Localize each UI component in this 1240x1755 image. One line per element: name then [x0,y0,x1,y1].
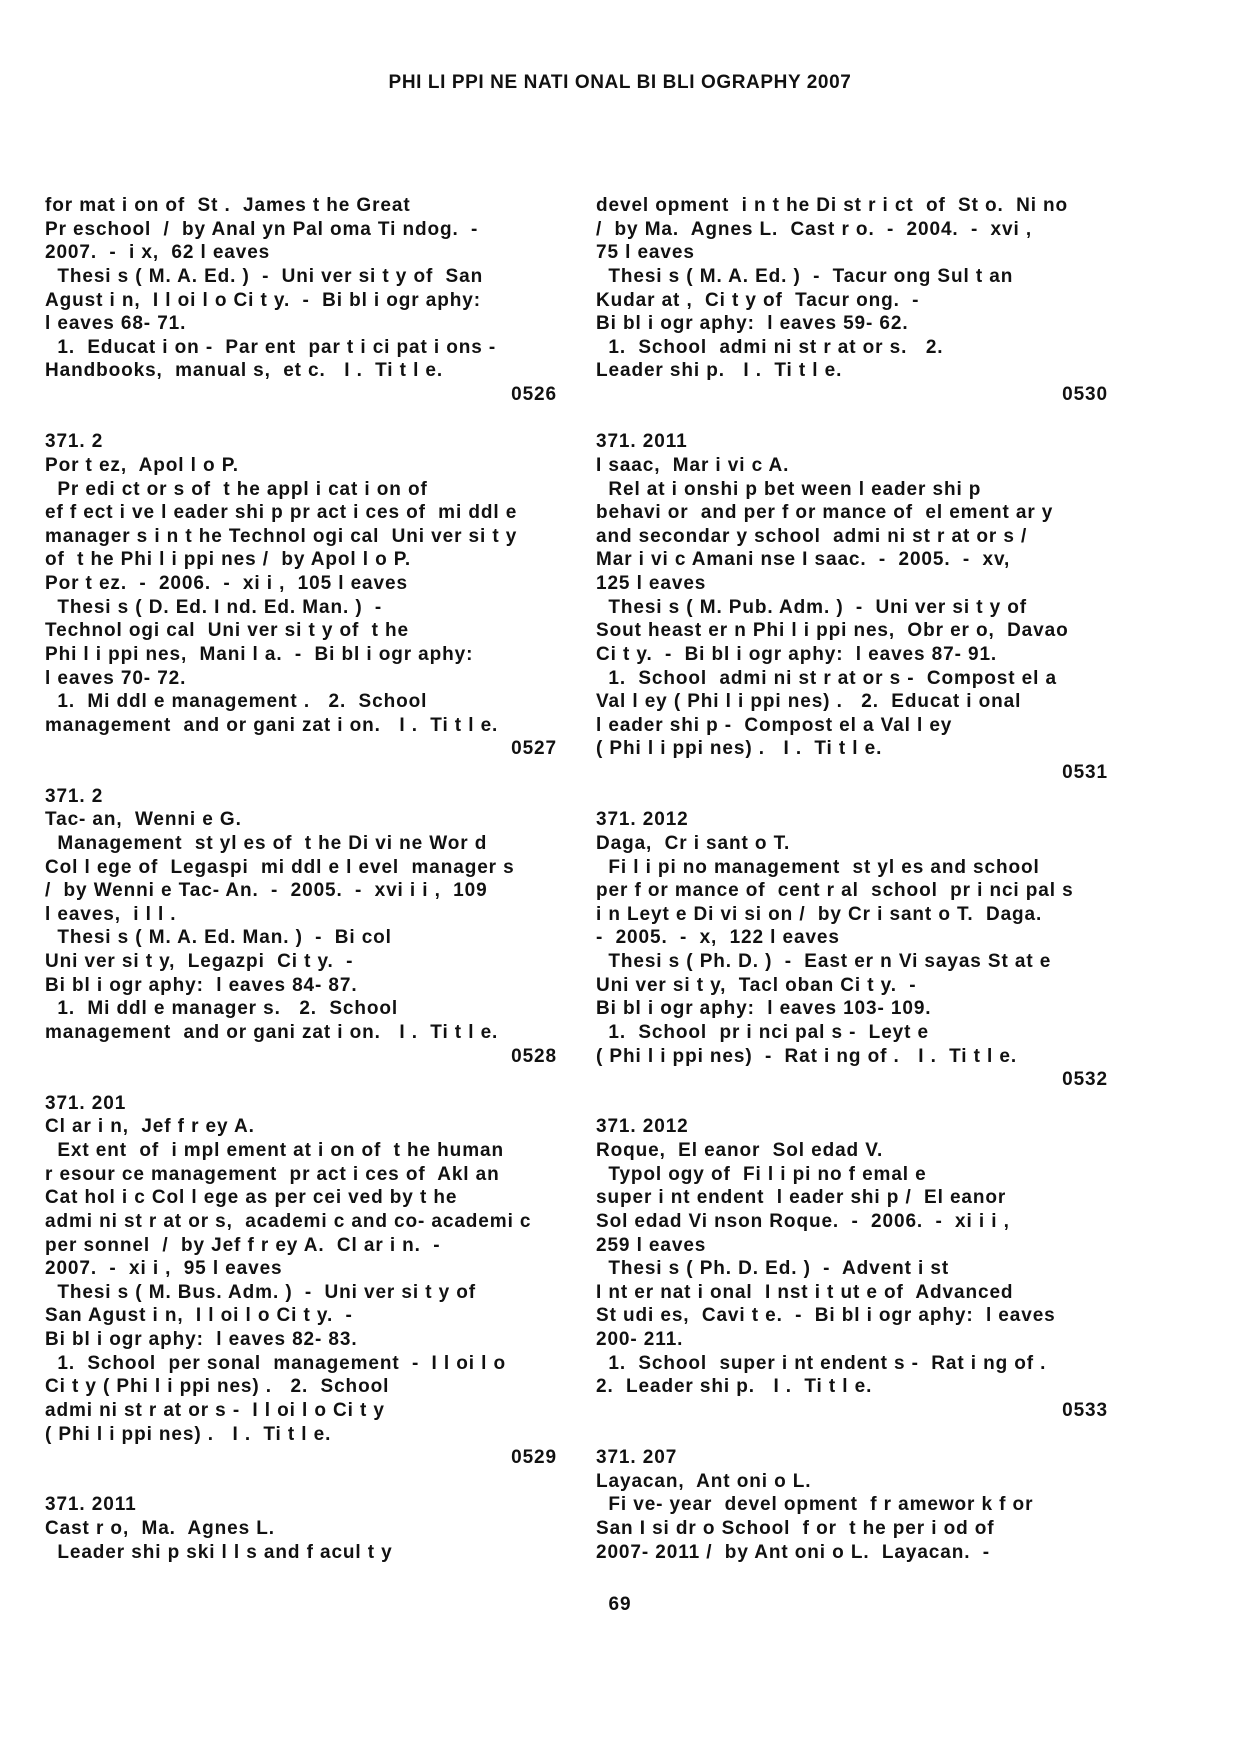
catalog-line: Uni ver si t y, Legazpi Ci t y. - [45,951,354,972]
catalog-line: Leader shi p ski l l s and f acul t y [45,1541,393,1563]
catalog-line: Cast r o, Ma. Agnes L. [45,1518,275,1539]
catalog-line: 371. 2 [45,431,104,453]
catalog-line: Roque, El eanor Sol edad V. [596,1140,884,1161]
catalog-line: l eaves, i l l . [45,903,177,925]
catalog-line: 1. Mi ddl e management . 2. School [45,691,428,713]
entry-number: 0531 [1062,762,1108,783]
page-number: 69 [608,1594,632,1615]
left-column [45,194,557,1564]
catalog-line: San Agust i n, I l oi l o Ci t y. - [45,1305,353,1327]
catalog-line: 125 l eaves [596,573,707,594]
catalog-line: l eader shi p - Compost el a Val l ey [596,714,953,736]
catalog-line: Bi bl i ogr aphy: l eaves 82- 83. [45,1329,358,1350]
catalog-line: 371. 2012 [596,1116,689,1138]
catalog-line: - 2005. - x, 122 l eaves [596,927,840,949]
catalog-line: admi ni st r at or s, academi c and co- academi c [45,1210,532,1232]
running-head: PHI LI PPI NE NATI ONAL BI BLI OGRAPHY 2007 [388,72,852,93]
catalog-line: I saac, Mar i vi c A. [596,454,790,476]
catalog-line: Por t ez, Apol l o P. [45,454,239,476]
catalog-line: Agust i n, I l oi l o Ci t y. - Bi bl i ogr aphy: [45,289,481,311]
catalog-line: ( Phi l i ppi nes) . I . Ti t l e. [45,1423,332,1445]
catalog-line: i n Leyt e Di vi si on / by Cr i sant o T. Daga. [596,903,1043,925]
catalog-line: Bi bl i ogr aphy: l eaves 103- 109. [596,998,932,1020]
catalog-line: Rel at i onshi p bet ween l eader shi p [596,478,982,500]
catalog-line: Sout heast er n Phi l i ppi nes, Obr er o, Davao [596,620,1069,642]
blank-line [45,407,557,431]
catalog-line: 1. School per sonal management - I l oi l o [45,1352,506,1374]
catalog-line: ( Phi l i ppi nes) - Rat i ng of . I . Ti t l e. [596,1045,1018,1067]
catalog-line: / by Ma. Agnes L. Cast r o. - 2004. - xvi , [596,218,1033,240]
catalog-line: Thesi s ( D. Ed. I nd. Ed. Man. ) - [45,596,383,618]
catalog-line: Pr edi ct or s of t he appl i cat i on of [45,478,428,500]
catalog-line: Ci t y ( Phi l i ppi nes) . 2. School [45,1376,390,1398]
blank-line [45,1470,557,1494]
catalog-line: and secondar y school admi ni st r at or s / [596,525,1028,547]
catalog-line: for mat i on of St . James t he Great [45,195,411,216]
catalog-line: Layacan, Ant oni o L. [596,1470,812,1492]
blank-line [596,1423,1108,1447]
catalog-line: Thesi s ( Ph. D. ) - East er n Vi sayas St at e [596,951,1052,972]
catalog-line: l eaves 70- 72. [45,667,187,689]
catalog-line: 371. 207 [596,1447,678,1469]
catalog-line: St udi es, Cavi t e. - Bi bl i ogr aphy: l eaves [596,1305,1056,1327]
catalog-line: Thesi s ( M. A. Ed. Man. ) - Bi col [45,927,392,949]
catalog-line: Thesi s ( M. Pub. Adm. ) - Uni ver si t y of [596,596,1027,618]
catalog-line: Por t ez. - 2006. - xi i , 105 l eaves [45,573,408,594]
catalog-line: Sol edad Vi nson Roque. - 2006. - xi i i , [596,1210,1010,1232]
catalog-line: 371. 2012 [596,809,689,831]
catalog-line: 371. 2011 [45,1494,137,1516]
catalog-line: ef f ect i ve l eader shi p pr act i ces of mi ddl e [45,502,518,524]
catalog-line: I nt er nat i onal I nst i t ut e of Advanced [596,1281,1014,1303]
catalog-line: r esour ce management pr act i ces of Akl an [45,1163,500,1185]
catalog-line: 2007. - xi i , 95 l eaves [45,1258,283,1280]
catalog-line: Pr eschool / by Anal yn Pal oma Ti ndog. - [45,218,479,240]
catalog-line: 371. 201 [45,1092,127,1114]
blank-line [596,407,1108,431]
right-column [596,194,1108,1564]
catalog-line: San I si dr o School f or t he per i od of [596,1518,995,1539]
catalog-line: l eaves 68- 71. [45,313,187,335]
entry-number: 0530 [1062,384,1108,405]
catalog-line: admi ni st r at or s - I l oi l o Ci t y [45,1399,385,1421]
entry-number: 0527 [511,738,557,760]
catalog-line: 1. School super i nt endent s - Rat i ng of . [596,1352,1047,1374]
catalog-line: Typol ogy of Fi l i pi no f emal e [596,1163,927,1185]
catalog-line: 75 l eaves [596,242,695,264]
catalog-line: Col l ege of Legaspi mi ddl e l evel manager s [45,856,515,878]
catalog-line: Handbooks, manual s, et c. I . Ti t l e. [45,360,444,382]
catalog-line: / by Wenni e Tac- An. - 2005. - xvi i i , 109 [45,880,488,902]
catalog-line: 2007. - i x, 62 l eaves [45,242,271,264]
catalog-line: Uni ver si t y, Tacl oban Ci t y. - [596,974,917,996]
catalog-line: Tac- an, Wenni e G. [45,809,242,831]
catalog-line: 1. Educat i on - Par ent par t i ci pat i ons - [45,336,497,358]
catalog-line: 1. School pr i nci pal s - Leyt e [596,1021,929,1043]
catalog-line: Bi bl i ogr aphy: l eaves 59- 62. [596,313,909,335]
blank-line [45,1068,557,1092]
entry-number: 0529 [511,1447,557,1469]
catalog-line: Cat hol i c Col l ege as per cei ved by t he [45,1187,458,1209]
catalog-line: Management st yl es of t he Di vi ne Wor d [45,832,488,854]
catalog-line: management and or gani zat i on. I . Ti t l e. [45,1021,499,1043]
catalog-line: 1. School admi ni st r at or s. 2. [596,336,944,358]
blank-line [596,1092,1108,1116]
catalog-line: Kudar at , Ci t y of Tacur ong. - [596,289,920,311]
catalog-line: Fi ve- year devel opment f r amewor k f or [596,1494,1034,1516]
blank-line [45,761,557,785]
catalog-line: Fi l i pi no management st yl es and school [596,856,1040,878]
catalog-line: Thesi s ( Ph. D. Ed. ) - Advent i st [596,1258,950,1280]
catalog-line: Mar i vi c Amani nse I saac. - 2005. - xv, [596,549,1011,571]
entry-number: 0526 [511,384,557,405]
catalog-line: Leader shi p. I . Ti t l e. [596,360,843,382]
blank-line [596,785,1108,809]
catalog-line: Thesi s ( M. A. Ed. ) - Uni ver si t y of San [45,265,484,287]
catalog-line: 371. 2011 [596,431,688,453]
catalog-line: Bi bl i ogr aphy: l eaves 84- 87. [45,974,358,996]
catalog-line: of t he Phi l i ppi nes / by Apol l o P. [45,549,412,571]
catalog-line: 200- 211. [596,1329,684,1350]
catalog-line: Ext ent of i mpl ement at i on of t he human [45,1140,504,1161]
catalog-line: devel opment i n t he Di st r i ct of St o. Ni no [596,195,1069,216]
catalog-line: Ci t y. - Bi bl i ogr aphy: l eaves 87- 91. [596,643,998,665]
catalog-line: per f or mance of cent r al school pr i nci pal s [596,880,1074,902]
catalog-line: management and or gani zat i on. I . Ti t l e. [45,714,499,736]
entry-number: 0533 [1062,1399,1108,1421]
catalog-line: per sonnel / by Jef f r ey A. Cl ar i n. - [45,1234,441,1256]
catalog-line: ( Phi l i ppi nes) . I . Ti t l e. [596,738,883,760]
catalog-line: 259 l eaves [596,1234,707,1256]
catalog-line: Daga, Cr i sant o T. [596,832,791,854]
catalog-line: 371. 2 [45,785,104,807]
entry-number: 0532 [1062,1069,1108,1091]
catalog-line: behavi or and per f or mance of el ement ar y [596,502,1054,524]
catalog-line: Thesi s ( M. A. Ed. ) - Tacur ong Sul t an [596,265,1014,287]
catalog-line: manager s i n t he Technol ogi cal Uni ver si t y [45,525,518,547]
catalog-line: super i nt endent l eader shi p / El eanor [596,1187,1007,1209]
catalog-line: Cl ar i n, Jef f r ey A. [45,1116,255,1138]
entry-number: 0528 [511,1045,557,1067]
catalog-line: Thesi s ( M. Bus. Adm. ) - Uni ver si t y of [45,1281,476,1303]
catalog-line: Phi l i ppi nes, Mani l a. - Bi bl i ogr aphy: [45,643,474,665]
catalog-line: Val l ey ( Phi l i ppi nes) . 2. Educat i onal [596,691,1022,713]
catalog-line: 2007- 2011 / by Ant oni o L. Layacan. - [596,1541,990,1563]
catalog-line: 1. Mi ddl e manager s. 2. School [45,998,399,1020]
catalog-line: 1. School admi ni st r at or s - Compost el a [596,667,1057,689]
catalog-line: Technol ogi cal Uni ver si t y of t he [45,620,409,642]
catalog-line: 2. Leader shi p. I . Ti t l e. [596,1376,873,1398]
